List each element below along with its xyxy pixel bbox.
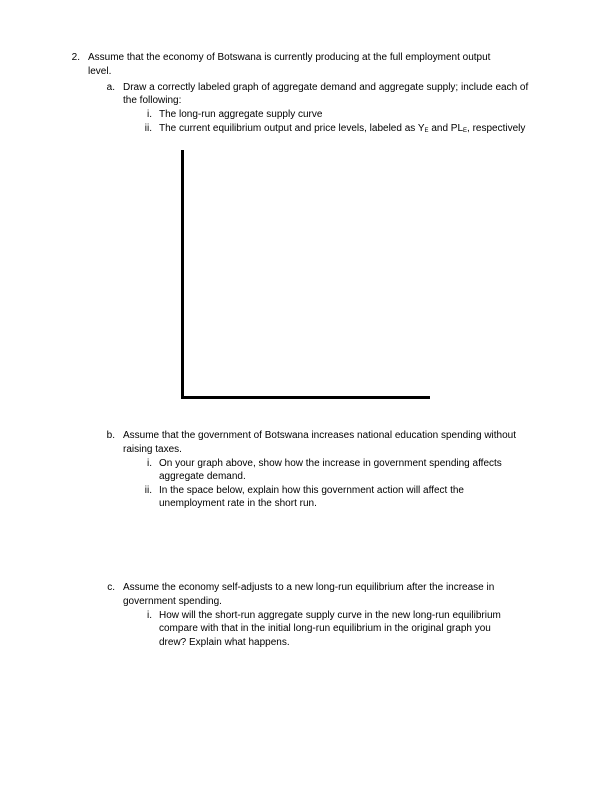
part-c-line2: government spending.	[123, 596, 222, 607]
part-b-item1-line1: On your graph above, show how the increase in government spending affects	[159, 458, 502, 469]
part-b-item2-label: ii.	[144, 485, 152, 496]
part-c-item1-label: i.	[147, 610, 152, 621]
part-c-item1-line3: drew? Explain what happens.	[159, 637, 290, 648]
part-c-item1-line1: How will the short-run aggregate supply curve in the new long-run equilibrium	[159, 610, 501, 621]
graph-x-axis	[181, 396, 430, 399]
part-b-item2-line2: unemployment rate in the short run.	[159, 498, 317, 509]
part-a-item2-text-before: The current equilibrium output and price levels, labeled as Y	[159, 123, 425, 134]
part-b-line2: raising taxes.	[123, 444, 182, 455]
graph-y-axis	[181, 150, 184, 398]
part-a-line1: Draw a correctly labeled graph of aggregate demand and aggregate supply; include each of	[123, 82, 529, 93]
part-c-line1: Assume the economy self-adjusts to a new long-run equilibrium after the increase in	[123, 582, 495, 593]
part-c-item1-line2: compare with that in the initial long-run equilibrium in the original graph you	[159, 623, 491, 634]
part-a-item2-text	[159, 122, 525, 136]
part-a-label: a.	[106, 82, 115, 93]
part-b-item1-line2: aggregate demand.	[159, 471, 246, 482]
graph-drawing-area[interactable]	[181, 150, 431, 400]
part-b-label: b.	[106, 430, 115, 441]
part-a-item1-label: i.	[147, 109, 152, 120]
part-b-line1: Assume that the government of Botswana increases national education spending without	[123, 430, 517, 441]
question-stem-line1: Assume that the economy of Botswana is currently producing at the full employment output	[88, 52, 491, 63]
question-stem-line2: level.	[88, 66, 112, 77]
part-b-item2-line1: In the space below, explain how this government action will affect the	[159, 485, 464, 496]
part-b-item1-label: i.	[147, 458, 152, 469]
part-a-item2-text-after: , respectively	[467, 123, 526, 134]
y-e-subscript: E	[424, 128, 429, 134]
part-a-line2: the following:	[123, 95, 182, 106]
part-c-label: c.	[107, 582, 115, 593]
part-a-item2-label: ii.	[144, 123, 152, 134]
question-number: 2.	[71, 52, 80, 63]
pl-e-subscript: E	[463, 128, 468, 134]
part-a-item1-text: The long-run aggregate supply curve	[159, 109, 323, 120]
part-a-item2-text-mid: and PL	[428, 123, 464, 134]
